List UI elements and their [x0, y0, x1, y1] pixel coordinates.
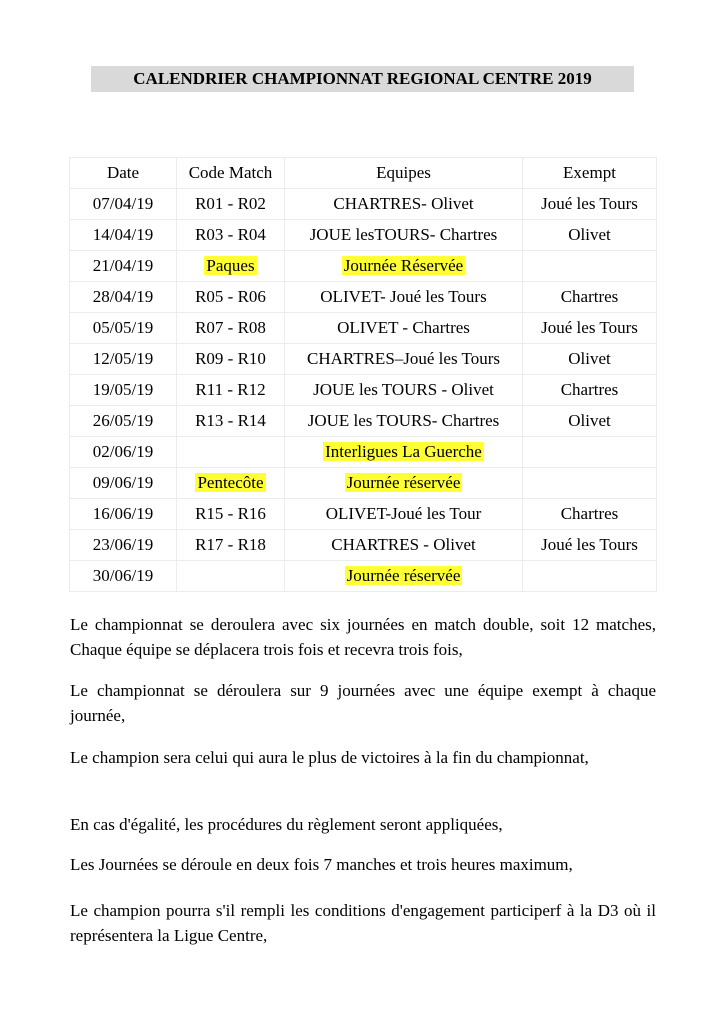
cell-equipes: OLIVET- Joué les Tours	[285, 282, 523, 313]
table-row	[70, 406, 657, 437]
cell-equipes: JOUE lesTOURS- Chartres	[285, 220, 523, 251]
cell-date: 26/05/19	[70, 406, 177, 437]
cell-code: R11 - R12	[177, 375, 285, 406]
cell-equipes	[285, 561, 523, 592]
cell-exempt: Chartres	[523, 499, 657, 530]
cell-equipes: CHARTRES - Olivet	[285, 530, 523, 561]
cell-equipes: JOUE les TOURS - Olivet	[285, 375, 523, 406]
table-row	[70, 561, 657, 592]
highlighted-text: Journée réservée	[346, 473, 461, 492]
cell-date: 28/04/19	[70, 282, 177, 313]
cell-equipes	[285, 251, 523, 282]
highlighted-text: Pentecôte	[197, 473, 264, 492]
cell-code	[177, 437, 285, 468]
cell-equipes: JOUE les TOURS- Chartres	[285, 406, 523, 437]
table-row	[70, 220, 657, 251]
table-row	[70, 375, 657, 406]
cell-equipes: CHARTRES- Olivet	[285, 189, 523, 220]
calendar-table	[69, 157, 657, 592]
cell-date: 19/05/19	[70, 375, 177, 406]
cell-code: R17 - R18	[177, 530, 285, 561]
cell-exempt	[523, 561, 657, 592]
cell-equipes	[285, 437, 523, 468]
paragraph-journees: Le championnat se déroulera sur 9 journées avec une équipe exempt à chaque journée,	[70, 681, 656, 725]
cell-code: R03 - R04	[177, 220, 285, 251]
page-title: CALENDRIER CHAMPIONNAT REGIONAL CENTRE 2019	[91, 66, 634, 92]
table-row	[70, 468, 657, 499]
cell-exempt: Chartres	[523, 282, 657, 313]
cell-code: R13 - R14	[177, 406, 285, 437]
cell-equipes: CHARTRES–Joué les Tours	[285, 344, 523, 375]
cell-code	[177, 468, 285, 499]
header-date: Date	[70, 158, 177, 189]
cell-exempt: Joué les Tours	[523, 313, 657, 344]
table-row	[70, 499, 657, 530]
table-row	[70, 313, 657, 344]
cell-equipes: OLIVET - Chartres	[285, 313, 523, 344]
table-row	[70, 437, 657, 468]
cell-equipes: OLIVET-Joué les Tour	[285, 499, 523, 530]
cell-exempt	[523, 251, 657, 282]
highlighted-text: Journée Réservée	[343, 256, 464, 275]
cell-code: R09 - R10	[177, 344, 285, 375]
table-row	[70, 344, 657, 375]
table-header-row	[70, 158, 657, 189]
cell-date: 07/04/19	[70, 189, 177, 220]
cell-date: 23/06/19	[70, 530, 177, 561]
cell-equipes	[285, 468, 523, 499]
cell-code	[177, 251, 285, 282]
highlighted-text: Interligues La Guerche	[325, 442, 482, 461]
table-row	[70, 189, 657, 220]
cell-date: 02/06/19	[70, 437, 177, 468]
cell-exempt: Olivet	[523, 344, 657, 375]
table-row	[70, 282, 657, 313]
header-code-match: Code Match	[177, 158, 285, 189]
cell-code: R15 - R16	[177, 499, 285, 530]
cell-code: R01 - R02	[177, 189, 285, 220]
highlighted-text: Journée réservée	[346, 566, 461, 585]
cell-date: 12/05/19	[70, 344, 177, 375]
cell-date: 21/04/19	[70, 251, 177, 282]
cell-exempt: Joué les Tours	[523, 530, 657, 561]
cell-exempt: Chartres	[523, 375, 657, 406]
cell-date: 14/04/19	[70, 220, 177, 251]
paragraph-engagement: Le champion pourra s'il rempli les conditions d'engagement participerf à la D3 où il représentera la Ligue Centre,	[70, 901, 656, 945]
cell-date: 05/05/19	[70, 313, 177, 344]
cell-code: R05 - R06	[177, 282, 285, 313]
paragraph-egalite: En cas d'égalité, les procédures du règlement seront appliquées,	[70, 815, 503, 834]
table-row	[70, 251, 657, 282]
header-exempt: Exempt	[523, 158, 657, 189]
cell-date: 16/06/19	[70, 499, 177, 530]
cell-date: 09/06/19	[70, 468, 177, 499]
cell-exempt	[523, 437, 657, 468]
cell-code: R07 - R08	[177, 313, 285, 344]
paragraph-champion: Le champion sera celui qui aura le plus de victoires à la fin du championnat,	[70, 748, 589, 767]
header-equipes: Equipes	[285, 158, 523, 189]
paragraph-match-format: Le championnat se deroulera avec six journées en match double, soit 12 matches, Chaque équipe se déplacera trois fois et recevra trois fois,	[70, 615, 656, 659]
highlighted-text: Paques	[206, 256, 255, 275]
paragraph-duree: Les Journées se déroule en deux fois 7 manches et trois heures maximum,	[70, 855, 573, 874]
table-row	[70, 530, 657, 561]
cell-exempt	[523, 468, 657, 499]
cell-exempt: Joué les Tours	[523, 189, 657, 220]
cell-date: 30/06/19	[70, 561, 177, 592]
cell-exempt: Olivet	[523, 406, 657, 437]
cell-code	[177, 561, 285, 592]
cell-exempt: Olivet	[523, 220, 657, 251]
